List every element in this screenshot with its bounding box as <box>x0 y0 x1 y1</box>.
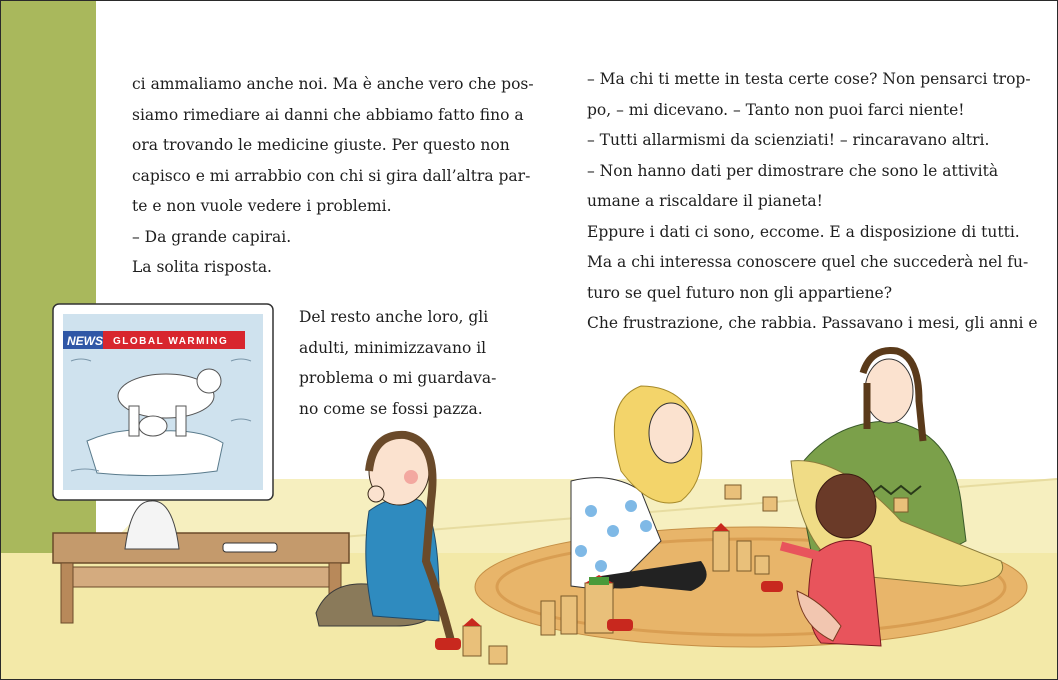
text-line: no come se fossi pazza. <box>299 399 483 418</box>
text-line: adulti, minimizzavano il <box>299 338 487 357</box>
text-line: umane a riscaldare il pianeta! <box>587 192 823 210</box>
text-line: capisco e mi arrabbio con chi si gira dall’altra par- <box>132 166 531 185</box>
news-label: NEWS <box>67 334 103 348</box>
television <box>53 304 273 549</box>
text-line: turo se quel futuro non gli appartiene? <box>587 283 893 302</box>
tv-stand <box>53 533 349 623</box>
text-line: Del resto anche loro, gli <box>299 308 489 326</box>
text-line: – Tutti allarmismi da scienziati! – rincaravano altri. <box>587 131 990 149</box>
text-line: La solita risposta. <box>132 258 272 276</box>
text-line: po, – mi dicevano. – Tanto non puoi farci niente! <box>587 100 965 119</box>
text-line: Che frustrazione, che rabbia. Passavano i mesi, gli anni e <box>587 314 1038 332</box>
text-line: te e non vuole vedere i problemi. <box>132 197 392 215</box>
text-line: siamo rimediare ai danni che abbiamo fatto fino a <box>132 105 524 124</box>
text-line: – Da grande capirai. <box>132 227 292 246</box>
text-line: – Ma chi ti mette in testa certe cose? Non pensarci trop- <box>587 70 1031 88</box>
middle-text-column <box>299 302 496 424</box>
banner-text: GLOBAL WARMING <box>113 336 229 347</box>
left-text-column <box>132 69 534 283</box>
text-line: Ma a chi interessa conoscere quel che succederà nel fu- <box>587 253 1029 271</box>
text-line: Eppure i dati ci sono, eccome. E a disposizione di tutti. <box>587 222 1020 241</box>
right-text-column <box>587 64 1038 339</box>
text-line: problema o mi guardava- <box>299 369 497 387</box>
text-line: ci ammaliamo anche noi. Ma è anche vero che pos- <box>132 75 534 93</box>
text-line: ora trovando le medicine giuste. Per questo non <box>132 136 510 154</box>
text-line: – Non hanno dati per dimostrare che sono le attività <box>587 161 999 180</box>
